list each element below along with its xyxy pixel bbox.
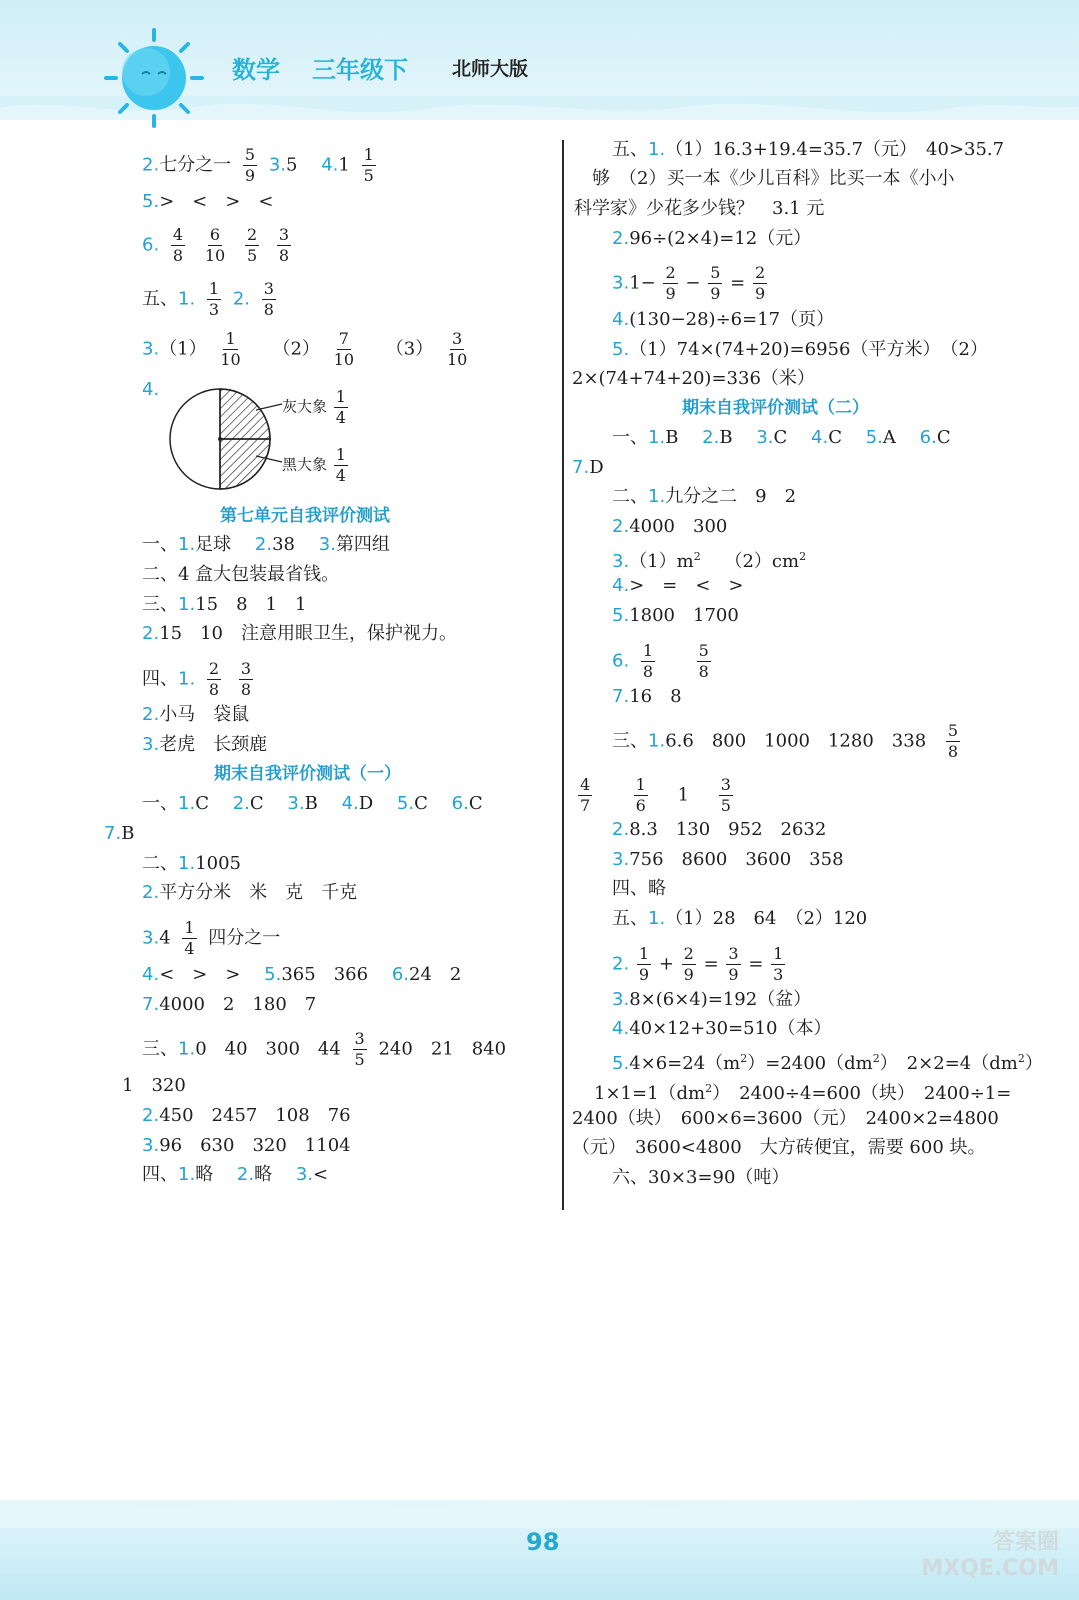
answer-line: 一、1.B 2.B 3.C 4.C 5.A 6.C (612, 427, 951, 448)
page-number: 98 (526, 1528, 560, 1556)
answer-line: 2.96÷(2×4)=12（元） (612, 228, 812, 249)
fraction: $\frac{3}{8}$ (278, 225, 290, 265)
answer-line: 2.4000 300 (612, 516, 728, 537)
section-title: 期末自我评价测试（一） (214, 764, 401, 784)
fraction: $\frac{5}{9}$ (244, 145, 256, 185)
answer-line: 2.七分之一 $\frac{5}{9}$ 3.5 4.1 $\frac{1}{5}$ (142, 145, 374, 185)
fraction: $\frac{5}{8}$ (947, 721, 959, 761)
answer-line: $3.(1)m^2$ $(2)cm^2$ (612, 550, 807, 572)
edition-label: 北师大版 (452, 58, 529, 80)
answer-line: 四、1.略 2.略 3.< (142, 1164, 329, 1185)
answer-line: $1\times 1=1(dm^2)$ 2400÷4=600（块） 2400÷1= (594, 1082, 1012, 1104)
answer-line: 2.15 10 注意用眼卫生，保护视力。 (142, 623, 457, 644)
fraction: $\frac{6}{10}$ (204, 225, 226, 265)
answer-line: 4.(130−28)÷6=17（页） (612, 309, 835, 330)
fraction: $\frac{1}{3}$ (773, 944, 784, 984)
answer-line: $\frac{4}{7}$ $\frac{1}{6}$ 1 $\frac{3}{5}$ (580, 775, 731, 815)
answer-line: 五、1. $\frac{1}{3}$ 2. $\frac{3}{8}$ (142, 279, 274, 319)
fraction: $\frac{1}{4}$ (335, 445, 346, 485)
answer-line: 6. $\frac{4}{8}$ $\frac{6}{10}$ $\frac{2}{5}$ $\frac{3}{8}$ (142, 225, 290, 265)
answer-line: 五、1.（1）16.3+19.4=35.7（元） 40>35.7 (612, 139, 1005, 160)
answer-line: 6. $\frac{1}{8}$ $\frac{5}{8}$ (612, 641, 709, 681)
fraction: $\frac{4}{7}$ (580, 775, 591, 815)
fraction: $\frac{3}{5}$ (720, 775, 731, 815)
answer-line: 2.小马 袋鼠 (142, 704, 250, 725)
fraction: $\frac{3}{8}$ (263, 279, 274, 319)
answer-line: 二、1.九分之二 9 2 (612, 486, 797, 507)
answer-line: 2.8.3 130 952 2632 (612, 819, 827, 840)
answer-line: 三、1.15 8 1 1 (142, 594, 307, 615)
answer-line: 一、1.足球 2.38 3.第四组 (142, 534, 390, 555)
subject-title: 数学 (232, 56, 280, 84)
answer-line: 二、1.1005 (142, 853, 241, 874)
fraction: $\frac{2}{9}$ (754, 263, 766, 303)
fraction: $\frac{3}{9}$ (728, 944, 739, 984)
answer-line: 7.4000 2 180 7 (142, 994, 317, 1015)
answer-line: 2.平方分米 米 克 千克 (142, 882, 358, 903)
fraction: $\frac{3}{5}$ (354, 1029, 365, 1069)
fraction: $\frac{3}{8}$ (240, 659, 252, 699)
fraction: $\frac{1}{4}$ (184, 918, 195, 958)
fraction: $\frac{2}{5}$ (246, 225, 258, 265)
answer-line: 7.16 8 (612, 686, 682, 707)
answer-line: 5.1800 1700 (612, 605, 739, 626)
fraction: $\frac{1}{8}$ (642, 641, 654, 681)
answer-line: 二、4 盒大包装最省钱。 (142, 564, 340, 585)
answer-line: 1 320 (122, 1075, 186, 1096)
answer-line: 3.（1） $\frac{1}{10}$ （2） $\frac{7}{10}$ （3） $\frac{3}{10}$ (142, 329, 468, 369)
answer-line: 2. $\frac{1}{9}$ + $\frac{2}{9}$ = $\frac{3}{9}$ = $\frac{1}{3}$ (612, 944, 784, 984)
fraction: $\frac{1}{10}$ (220, 329, 241, 369)
fraction: $\frac{1}{9}$ (638, 944, 650, 984)
answer-line: 3.756 8600 3600 358 (612, 849, 844, 870)
answer-line: 2.450 2457 108 76 (142, 1105, 351, 1126)
footer-wave (0, 1488, 1079, 1528)
fraction: $\frac{1}{3}$ (208, 279, 220, 319)
answer-line: 2400（块） 600×6=3600（元） 2400×2=4800 (572, 1108, 999, 1129)
answer-line: 5.> < > < (142, 191, 274, 212)
answer-line: 一、1.C 2.C 3.B 4.D 5.C 6.C (142, 793, 483, 814)
fraction: $\frac{5}{8}$ (698, 641, 709, 681)
answer-line: $5.4\times 6=24(m^2)=2400(dm^2)$ $2\times 2=4(dm^2)$ (612, 1052, 1043, 1074)
answer-line: 4.> = < > (612, 575, 744, 596)
answer-line: 5.（1）74×(74+20)=6956（平方米） （2） (612, 339, 988, 360)
answer-line: 4.40×12+30=510（本） (612, 1018, 832, 1039)
pie-label-bottom: 黑大象 $\frac{1}{4}$ (282, 445, 346, 485)
watermark: 答案圈 MXQE.COM (921, 1530, 1059, 1581)
fraction: $\frac{1}{4}$ (335, 387, 346, 427)
fraction: $\frac{1}{6}$ (635, 775, 646, 815)
fraction: $\frac{1}{5}$ (363, 145, 374, 185)
fraction: $\frac{5}{9}$ (710, 263, 721, 303)
answer-line: 3.4 $\frac{1}{4}$ 四分之一 (142, 918, 281, 958)
fraction: $\frac{3}{10}$ (446, 329, 468, 369)
answer-line: 科学家》少花多少钱？ 3.1 元 (574, 198, 825, 219)
answer-line: 7.D (572, 457, 604, 478)
section-title: 第七单元自我评价测试 (220, 506, 390, 526)
answer-line: 3.8×(6×4)=192（盆） (612, 989, 812, 1010)
fraction: $\frac{7}{10}$ (333, 329, 355, 369)
column-divider (562, 140, 564, 1210)
fraction: $\frac{4}{8}$ (172, 225, 184, 265)
answer-line: 够 （2）买一本《少儿百科》比买一本《小小 (592, 168, 955, 189)
answer-line: 3.老虎 长颈鹿 (142, 734, 268, 755)
answer-line: 三、1.0 40 300 44 $\frac{3}{5}$ 240 21 840 (142, 1029, 507, 1069)
answer-line: 2×(74+74+20)=336（米） (572, 368, 815, 389)
answer-line: 四、略 (612, 878, 666, 899)
answer-line: 3.96 630 320 1104 (142, 1135, 351, 1156)
answer-line: 四、1. $\frac{2}{8}$ $\frac{3}{8}$ (142, 659, 252, 699)
grade-title: 三年级下 (312, 56, 408, 84)
answer-line: 4. (142, 379, 160, 400)
section-title: 期末自我评价测试（二） (682, 398, 869, 418)
sun-icon (104, 28, 204, 128)
answer-line: 六、30×3=90（吨） (612, 1167, 790, 1188)
fraction: $\frac{2}{9}$ (665, 263, 676, 303)
answer-line: 7.B (104, 823, 135, 844)
fraction: $\frac{2}{9}$ (683, 944, 694, 984)
pie-label-top: 灰大象 $\frac{1}{4}$ (282, 387, 346, 427)
fraction: $\frac{2}{8}$ (208, 659, 220, 699)
answer-line: 3.1− $\frac{2}{9}$ − $\frac{5}{9}$ = $\frac{2}{9}$ (612, 263, 766, 303)
answer-line: 4.< > > 5.365 366 6.24 2 (142, 964, 462, 985)
answer-line: 五、1.（1）28 64 （2）120 (612, 908, 868, 929)
answer-line: 三、1.6.6 800 1000 1280 338 $\frac{5}{8}$ (612, 721, 959, 761)
answer-line: （元） 3600<4800 大方砖便宜，需要 600 块。 (572, 1137, 986, 1158)
